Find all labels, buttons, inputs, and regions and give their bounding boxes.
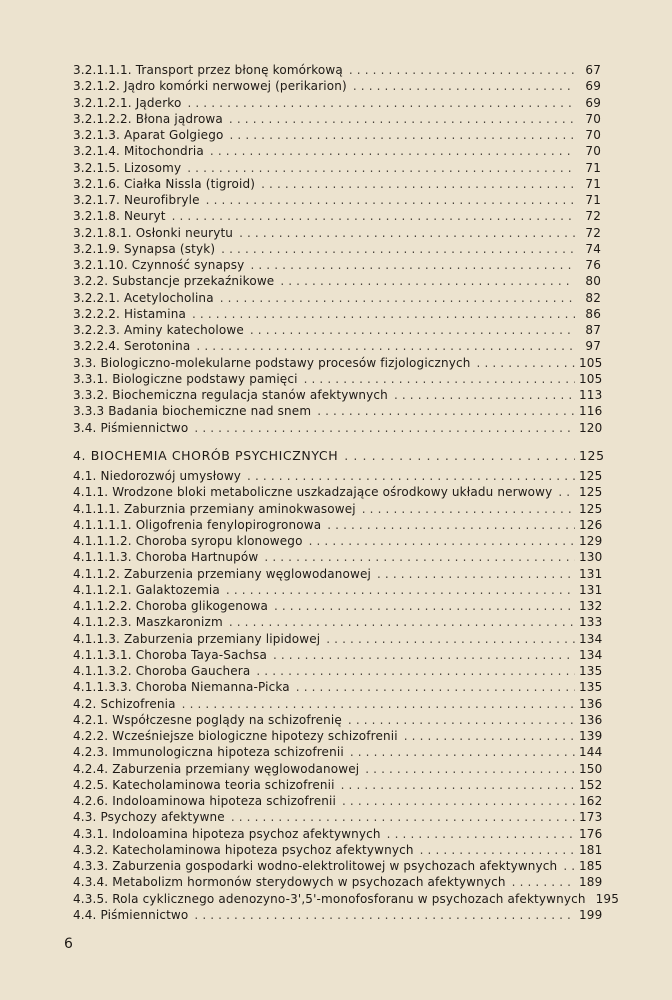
toc-entry-page: 97 [585, 339, 601, 354]
toc-entry-title: 3.2.2.1. Acetylocholina [73, 290, 214, 305]
dot-leader [377, 566, 575, 582]
toc-entry-page: 82 [585, 290, 601, 305]
toc-entry-title: 3.3. Biologiczno-molekularne podstawy procesów fizjologicznych [73, 355, 471, 370]
toc-entry [73, 566, 601, 582]
toc-entry-title: 3.2.1.2. Jądro komórki nerwowej (perikarion) [73, 79, 347, 94]
toc-entry [73, 241, 601, 257]
toc-entry [73, 225, 601, 241]
toc-entry [73, 761, 601, 777]
dot-leader [558, 484, 575, 500]
dot-leader [221, 241, 575, 257]
toc-entry-page: 195 [595, 891, 619, 906]
toc-entry [73, 809, 601, 825]
toc-entry-title: 4.3. Psychozy afektywne [73, 810, 225, 825]
toc-entry-title: 3.3.2. Biochemiczna regulacja stanów afektywnych [73, 388, 388, 402]
toc-entry-title: 4.2.1. Współczesne poglądy na schizofrenię [73, 712, 342, 727]
dot-leader [220, 290, 575, 306]
toc-entry [73, 78, 601, 94]
toc-entry [73, 614, 601, 630]
dot-leader [187, 95, 575, 111]
toc-entry-title: 4.3.3. Zaburzenia gospodarki wodno-elektrolitowej w psychozach afektywnych [73, 859, 558, 873]
dot-leader [196, 338, 575, 354]
toc-entry-title: 4.1.1.1. Zaburznia przemiany aminokwasowej [73, 501, 356, 516]
toc-entry-page: 136 [579, 712, 603, 727]
toc-entry-page: 69 [585, 95, 601, 110]
dot-leader [344, 448, 575, 464]
dot-leader [210, 143, 575, 159]
toc-entry-page: 181 [579, 842, 603, 857]
dot-leader [387, 826, 575, 842]
dot-leader [309, 533, 575, 549]
toc-entry [73, 290, 601, 306]
toc-entry [73, 598, 601, 614]
toc-chapter-heading [73, 447, 605, 464]
dot-leader [353, 78, 575, 94]
toc-entry [73, 679, 601, 695]
toc-entry-title: 4.1.1.2.3. Maszkaronizm [73, 615, 223, 630]
toc-entry [73, 257, 601, 273]
dot-leader [226, 582, 575, 598]
dot-leader [264, 549, 575, 565]
toc-entry-page: 135 [579, 664, 603, 678]
toc-entry-page: 125 [579, 469, 603, 483]
dot-leader [394, 387, 575, 403]
toc-entry-title: 4.1.1.2. Zaburzenia przemiany węglowodanowej [73, 566, 371, 581]
toc-entry [73, 306, 601, 322]
toc-entry-title: 4.2.2. Wcześniejsze biologiczne hipotezy schizofrenii [73, 729, 398, 743]
toc-entry-title: 4.1.1.3.2. Choroba Gauchera [73, 664, 251, 678]
toc-entry [73, 907, 601, 923]
toc-entry [73, 208, 601, 224]
toc-entry-title: 4.1.1.2.2. Choroba glikogenowa [73, 599, 268, 613]
dot-leader [274, 598, 575, 614]
toc-entry-page: 131 [579, 566, 603, 581]
dot-leader [348, 712, 575, 728]
toc-entry-title: 4.2.3. Immunologiczna hipoteza schizofrenii [73, 745, 344, 760]
toc-entry-page: 176 [579, 826, 603, 841]
toc-entry-page: 86 [585, 306, 601, 321]
toc-entry-page: 113 [579, 388, 603, 402]
dot-leader [231, 809, 575, 825]
dot-leader [365, 761, 575, 777]
toc-entry [73, 95, 601, 111]
toc-entry-title: 4.1.1.1.1. Oligofrenia fenylopirogronowa [73, 517, 322, 532]
dot-leader [317, 403, 575, 419]
toc-entry-page: 135 [579, 680, 603, 695]
dot-leader [192, 306, 575, 322]
toc-entry [73, 891, 619, 907]
dot-leader [187, 160, 575, 176]
toc-entry-page: 134 [579, 647, 603, 662]
toc-entry-title: 4.1.1.3. Zaburzenia przemiany lipidowej [73, 631, 321, 646]
toc-entry-title: 4.1.1.3.1. Choroba Taya-Sachsa [73, 647, 267, 662]
dot-leader [349, 62, 575, 78]
toc-entry-title: 4.1. Niedorozwój umysłowy [73, 469, 242, 483]
toc-entry [73, 338, 601, 354]
toc-entry-title: 3.2.1.10. Czynność synapsy [73, 258, 245, 272]
dot-leader [250, 322, 575, 338]
toc-entry-page: 70 [585, 144, 601, 159]
dot-leader [247, 468, 575, 484]
toc-entry [73, 631, 601, 647]
toc-entry-page: 70 [585, 111, 601, 126]
toc-entry [73, 712, 601, 728]
dot-leader [280, 273, 575, 289]
dot-leader [182, 696, 575, 712]
dot-leader [404, 728, 575, 744]
toc-entry-title: 3.2.1.4. Mitochondria [73, 144, 204, 159]
toc-entry [73, 842, 601, 858]
toc-entry-title: 4.1.1.1.2. Choroba syropu klonowego [73, 534, 303, 548]
toc-entry-title: 3.2.2.4. Serotonina [73, 339, 191, 354]
toc-entry-title: 3.2.1.1.1. Transport przez błonę komórkową [73, 63, 343, 77]
toc-entry-page: 71 [585, 193, 601, 207]
toc-entry-page: 76 [585, 258, 601, 272]
toc-entry [73, 858, 601, 874]
toc-entry-title: 4.2. Schizofrenia [73, 696, 176, 711]
toc-entry-page: 71 [585, 176, 601, 191]
toc-entry-page: 134 [579, 631, 603, 646]
toc-entry-title: 4. BIOCHEMIA CHORÓB PSYCHICZNYCH [73, 447, 339, 463]
toc-entry-page: 132 [579, 599, 603, 613]
toc-entry-page: 116 [579, 404, 603, 419]
dot-leader [273, 647, 575, 663]
toc-entry-title: 4.3.1. Indoloamina hipoteza psychoz afektywnych [73, 826, 381, 841]
toc-entry-title: 4.2.5. Katecholaminowa teoria schizofrenii [73, 777, 335, 792]
toc-entry-title: 4.3.2. Katecholaminowa hipoteza psychoz afektywnych [73, 842, 414, 857]
toc-entry [73, 192, 601, 208]
toc-entry-page: 131 [579, 582, 603, 597]
dot-leader [512, 874, 575, 890]
toc-entry-page: 173 [579, 810, 603, 825]
toc-entry [73, 143, 601, 159]
toc-entry-title: 4.1.1.3.3. Choroba Niemanna-Picka [73, 680, 290, 695]
toc-entry [73, 111, 601, 127]
toc-entry-title: 4.2.6. Indoloaminowa hipoteza schizofrenii [73, 794, 336, 808]
toc-entry [73, 501, 601, 517]
toc-entry [73, 484, 601, 500]
toc-entry [73, 533, 601, 549]
toc-entry [73, 273, 601, 289]
toc-entry-title: 4.1.1.1.3. Choroba Hartnupów [73, 550, 259, 565]
toc-entry-title: 4.2.4. Zaburzenia przemiany węglowodanowej [73, 761, 360, 776]
dot-leader [327, 517, 575, 533]
toc-entry-title: 3.2.1.8. Neuryt [73, 209, 166, 224]
toc-entry [73, 696, 601, 712]
toc-entry-page: 67 [585, 63, 601, 77]
toc-entry-page: 133 [579, 615, 603, 630]
toc-entry-title: 3.2.1.7. Neurofibryle [73, 193, 200, 207]
dot-leader [342, 793, 575, 809]
toc-entry-title: 3.2.2.2. Histamina [73, 306, 186, 321]
toc-entry-title: 3.2.1.2.1. Jąderko [73, 95, 182, 110]
toc-entry-title: 3.2.1.3. Aparat Golgiego [73, 128, 224, 142]
dot-leader [229, 614, 575, 630]
dot-leader [296, 679, 575, 695]
toc-entry-title: 4.3.5. Rola cyklicznego adenozyno-3',5'-monofosforanu w psychozach afektywnych [73, 891, 586, 906]
toc-entry [73, 176, 601, 192]
dot-leader [194, 420, 575, 436]
toc-entry [73, 663, 601, 679]
toc-entry [73, 874, 601, 890]
toc-entry-title: 3.2.1.5. Lizosomy [73, 160, 182, 175]
toc-entry [73, 582, 601, 598]
toc-entry-title: 4.1.1.2.1. Galaktozemia [73, 582, 220, 597]
toc-entry [73, 403, 601, 419]
toc-entry-page: 74 [585, 241, 601, 256]
dot-leader [229, 127, 575, 143]
toc-entry-title: 3.4. Piśmiennictwo [73, 420, 189, 435]
dot-leader [256, 663, 575, 679]
toc-entry-page: 136 [579, 696, 603, 711]
dot-leader [477, 355, 575, 371]
toc-entry-page: 125 [579, 485, 603, 500]
toc-entry-page: 152 [579, 777, 603, 792]
toc-entry-title: 3.2.1.2.2. Błona jądrowa [73, 111, 223, 126]
dot-leader [250, 257, 575, 273]
dot-leader [350, 744, 575, 760]
toc-entry [73, 744, 601, 760]
toc-entry-page: 199 [579, 907, 603, 922]
toc-entry-page: 125 [579, 501, 603, 516]
dot-leader [172, 208, 575, 224]
toc-entry-page: 130 [579, 550, 603, 565]
dot-leader [206, 192, 575, 208]
dot-leader [420, 842, 575, 858]
toc-entry-page: 139 [579, 729, 603, 743]
toc-entry-page: 126 [579, 517, 603, 532]
toc-entry-page: 150 [579, 761, 603, 776]
toc-entry-page: 72 [585, 225, 601, 240]
toc-entry-title: 3.3.3 Badania biochemiczne nad snem [73, 404, 312, 419]
toc-entry [73, 826, 601, 842]
toc-entry-page: 144 [579, 745, 603, 760]
dot-leader [326, 631, 575, 647]
toc-entry-title: 3.2.1.8.1. Osłonki neurytu [73, 225, 234, 240]
toc-entry-page: 120 [579, 420, 603, 435]
toc-entry [73, 647, 601, 663]
dot-leader [194, 907, 575, 923]
toc-entry-page: 80 [585, 274, 601, 289]
dot-leader [341, 777, 575, 793]
toc-entry [73, 62, 601, 78]
toc-entry-title: 3.2.1.9. Synapsa (styk) [73, 241, 216, 256]
toc-entry [73, 468, 601, 484]
toc-entry [73, 777, 601, 793]
toc-entry [73, 387, 601, 403]
toc-entry-page: 70 [585, 128, 601, 142]
toc-entry-page: 185 [579, 859, 603, 873]
toc-entry [73, 322, 601, 338]
toc-entry [73, 160, 601, 176]
toc-entry-title: 3.3.1. Biologiczne podstawy pamięci [73, 371, 298, 386]
toc-entry-page: 162 [579, 794, 603, 808]
toc-entry-page: 69 [585, 79, 601, 94]
toc-entry-page: 87 [585, 323, 601, 337]
toc-entry [73, 728, 601, 744]
toc-entry-title: 3.2.2.3. Aminy katecholowe [73, 323, 244, 337]
dot-leader [362, 501, 575, 517]
table-of-contents [73, 62, 619, 923]
toc-entry [73, 517, 601, 533]
dot-leader [304, 371, 575, 387]
toc-entry [73, 549, 601, 565]
toc-entry-page: 125 [579, 447, 605, 463]
toc-entry-page: 71 [585, 160, 601, 175]
toc-entry [73, 420, 601, 436]
dot-leader [239, 225, 575, 241]
toc-entry-page: 105 [579, 355, 603, 370]
dot-leader [229, 111, 575, 127]
toc-entry-title: 3.2.2. Substancje przekaźnikowe [73, 274, 275, 289]
toc-entry-page: 105 [579, 371, 603, 386]
toc-entry-title: 4.4. Piśmiennictwo [73, 907, 189, 922]
toc-entry [73, 371, 601, 387]
toc-entry [73, 127, 601, 143]
toc-entry-page: 129 [579, 534, 603, 548]
toc-entry-title: 4.3.4. Metabolizm hormonów sterydowych w psychozach afektywnych [73, 875, 506, 890]
dot-leader [261, 176, 575, 192]
toc-entry-title: 3.2.1.6. Ciałka Nissla (tigroid) [73, 176, 256, 191]
toc-entry [73, 793, 601, 809]
toc-entry-page: 189 [579, 875, 603, 890]
toc-entry-page: 72 [585, 209, 601, 224]
toc-entry [73, 355, 601, 371]
dot-leader [563, 858, 575, 874]
page-number: 6 [64, 936, 73, 952]
toc-entry-title: 4.1.1. Wrodzone bloki metaboliczne uszkadzające ośrodkowy układu nerwowy [73, 485, 553, 500]
